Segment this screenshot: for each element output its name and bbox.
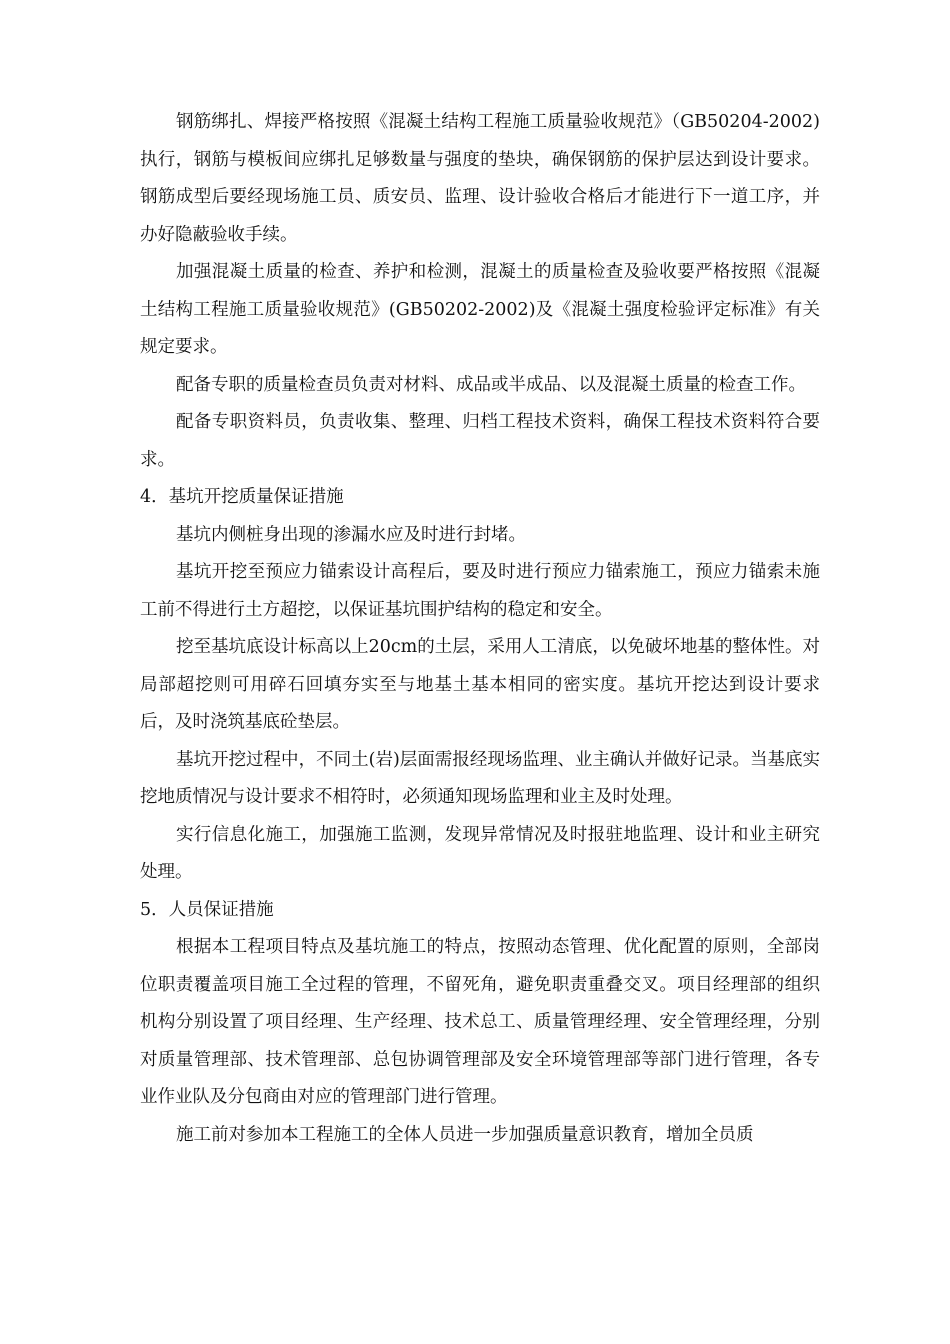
paragraph-document-clerk: 配备专职资料员，负责收集、整理、归档工程技术资料，确保工程技术资料符合要求。 [140, 412, 820, 470]
paragraph-organization: 根据本工程项目特点及基坑施工的特点，按照动态管理、优化配置的原则，全部岗位职责覆盖项目施工全过程的管理，不留死角，避免职责重叠交叉。项目经理部的组织机构分别设置了项目经理、生产经理、技术总工、质量管理经理、安全管理经理，分别对质量管理部、技术管理部、总包协调管理部及安全环境管理部等部门进行管理，各专业作业队及分包商由对应的管理部门进行管理。 [140, 937, 820, 1107]
paragraph-concrete-inspection: 加强混凝土质量的检查、养护和检测，混凝土的质量检查及验收要严格按照《混凝土结构工程施工质量验收规范》(GB50202-2002)及《混凝土强度检验评定标准》有关规定要求。 [140, 262, 820, 357]
paragraph-anchor-construction: 基坑开挖至预应力锚索设计高程后，要及时进行预应力锚索施工，预应力锚索未施工前不得进行土方超挖，以保证基坑围护结构的稳定和安全。 [140, 562, 820, 620]
paragraph-quality-education: 施工前对参加本工程施工的全体人员进一步加强质量意识教育，增加全员质 [176, 1124, 754, 1145]
paragraph-manual-clearing: 挖至基坑底设计标高以上20cm的土层，采用人工清底，以免破坏地基的整体性。对局部超挖则可用碎石回填夯实至与地基土基本相同的密实度。基坑开挖达到设计要求后，及时浇筑基底砼垫层。 [140, 637, 820, 732]
paragraph-monitoring: 实行信息化施工，加强施工监测，发现异常情况及时报驻地监理、设计和业主研究处理。 [140, 824, 820, 882]
section-heading-personnel: 5．人员保证措施 [140, 899, 274, 920]
document-body [140, 104, 820, 1154]
paragraph-seepage-sealing: 基坑内侧桩身出现的渗漏水应及时进行封堵。 [176, 524, 526, 545]
paragraph-soil-layer-record: 基坑开挖过程中，不同土(岩)层面需报经现场监理、业主确认并做好记录。当基底实挖地质情况与设计要求不相符时，必须通知现场监理和业主及时处理。 [140, 749, 820, 807]
paragraph-rebar-binding: 钢筋绑扎、焊接严格按照《混凝土结构工程施工质量验收规范》（GB50204-2002)执行，钢筋与模板间应绑扎足够数量与强度的垫块，确保钢筋的保护层达到设计要求。钢筋成型后要经现场施工员、质安员、监理、设计验收合格后才能进行下一道工序，并办好隐蔽验收手续。 [140, 112, 820, 245]
section-heading-excavation: 4．基坑开挖质量保证措施 [140, 487, 344, 507]
paragraph-quality-inspector: 配备专职的质量检查员负责对材料、成品或半成品、以及混凝土质量的检查工作。 [176, 374, 806, 395]
